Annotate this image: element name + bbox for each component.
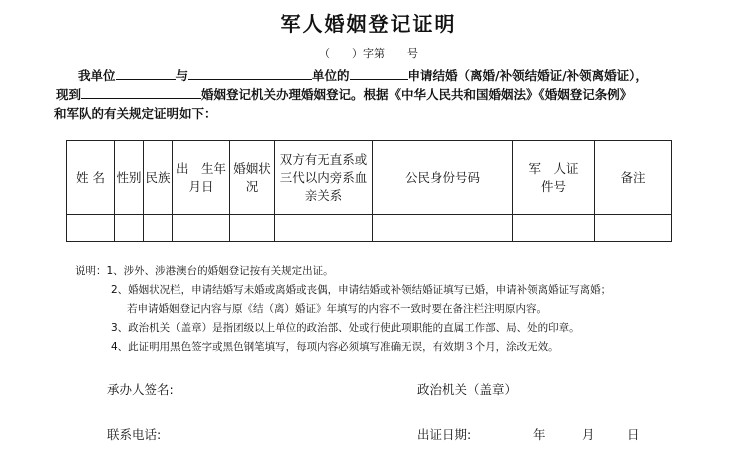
- body-line2-b: 婚姻登记机关办理婚姻登记。根据《中华人民共和国婚姻法》《婚姻登记条例》: [201, 87, 633, 102]
- cell-id-number[interactable]: [373, 215, 513, 242]
- header-military-id: 军 人证件号: [513, 141, 595, 215]
- header-remarks: 备注: [595, 141, 672, 215]
- political-office-seal-label: 政治机关（盖章）: [417, 382, 518, 397]
- header-birthdate: 出 生年月日: [173, 141, 230, 215]
- note-3: 3、政治机关（盖章）是指团级以上单位的政治部、处或行使此项职能的直属工作部、局、处的印章。: [111, 322, 580, 334]
- body-line1-c: 单位的: [312, 68, 350, 83]
- handler-signature-label: 承办人签名:: [107, 382, 174, 397]
- header-gender: 性别: [115, 141, 144, 215]
- header-id-number: 公民身份号码: [373, 141, 513, 215]
- issue-month-label: 月: [582, 427, 595, 442]
- body-line-2: [56, 85, 632, 103]
- table-header-row: [67, 141, 672, 215]
- header-ethnicity: 民族: [144, 141, 173, 215]
- issue-year-label: 年: [533, 427, 546, 442]
- phone-label: 联系电话:: [107, 427, 162, 442]
- note-1: 说明：1、涉外、涉港澳台的婚姻登记按有关规定出证。: [75, 265, 334, 277]
- header-kinship: 双方有无直系或三代以内旁系血亲关系: [275, 141, 373, 215]
- cell-ethnicity[interactable]: [144, 215, 173, 242]
- issue-date-label: 出证日期:: [417, 427, 472, 442]
- body-line2-a: 现到: [56, 87, 82, 102]
- cell-birthdate[interactable]: [173, 215, 230, 242]
- note-2a: 2、婚姻状况栏，申请结婚写未婚或离婚或丧偶，申请结婚或补领结婚证填写已婚，申请补领离婚证写离婚；: [111, 284, 612, 296]
- name-blank-1[interactable]: [188, 67, 312, 80]
- body-line1-a: 我单位: [78, 68, 116, 83]
- body-line1-b: 与: [175, 68, 189, 83]
- notes-section: [75, 262, 611, 357]
- note-2b: 若申请婚姻登记内容与原《结（离）婚证》年填写的内容不一致时要在备注栏注明原内容。: [127, 303, 547, 315]
- issue-day-label: 日: [627, 427, 640, 442]
- cell-gender[interactable]: [115, 215, 144, 242]
- body-line-3: 和军队的有关规定证明如下：: [54, 106, 217, 121]
- document-title: 军人婚姻登记证明: [280, 12, 457, 36]
- body-line1-d: 申请结婚（离婚/补领结婚证/补领离婚证），: [407, 68, 648, 83]
- cell-marital-status[interactable]: [230, 215, 275, 242]
- cell-remarks[interactable]: [595, 215, 672, 242]
- header-name: 姓 名: [67, 141, 115, 215]
- body-line-1: [78, 66, 648, 84]
- header-marital-status: 婚姻状况: [230, 141, 275, 215]
- unit-blank-1[interactable]: [116, 67, 176, 80]
- cell-military-id[interactable]: [513, 215, 595, 242]
- note-4: 4、此证明用黑色签字或黑色钢笔填写，每项内容必须填写准确无误，有效期３个月，涂改无效。: [111, 341, 559, 353]
- document-number: （ ）字第 号: [319, 47, 418, 60]
- notes-prefix: 说明：: [75, 265, 107, 277]
- cell-kinship[interactable]: [275, 215, 373, 242]
- cell-name[interactable]: [67, 215, 115, 242]
- registration-table: [66, 140, 672, 242]
- table-row: [67, 215, 672, 242]
- registry-blank[interactable]: [81, 86, 201, 99]
- name-blank-2[interactable]: [350, 67, 408, 80]
